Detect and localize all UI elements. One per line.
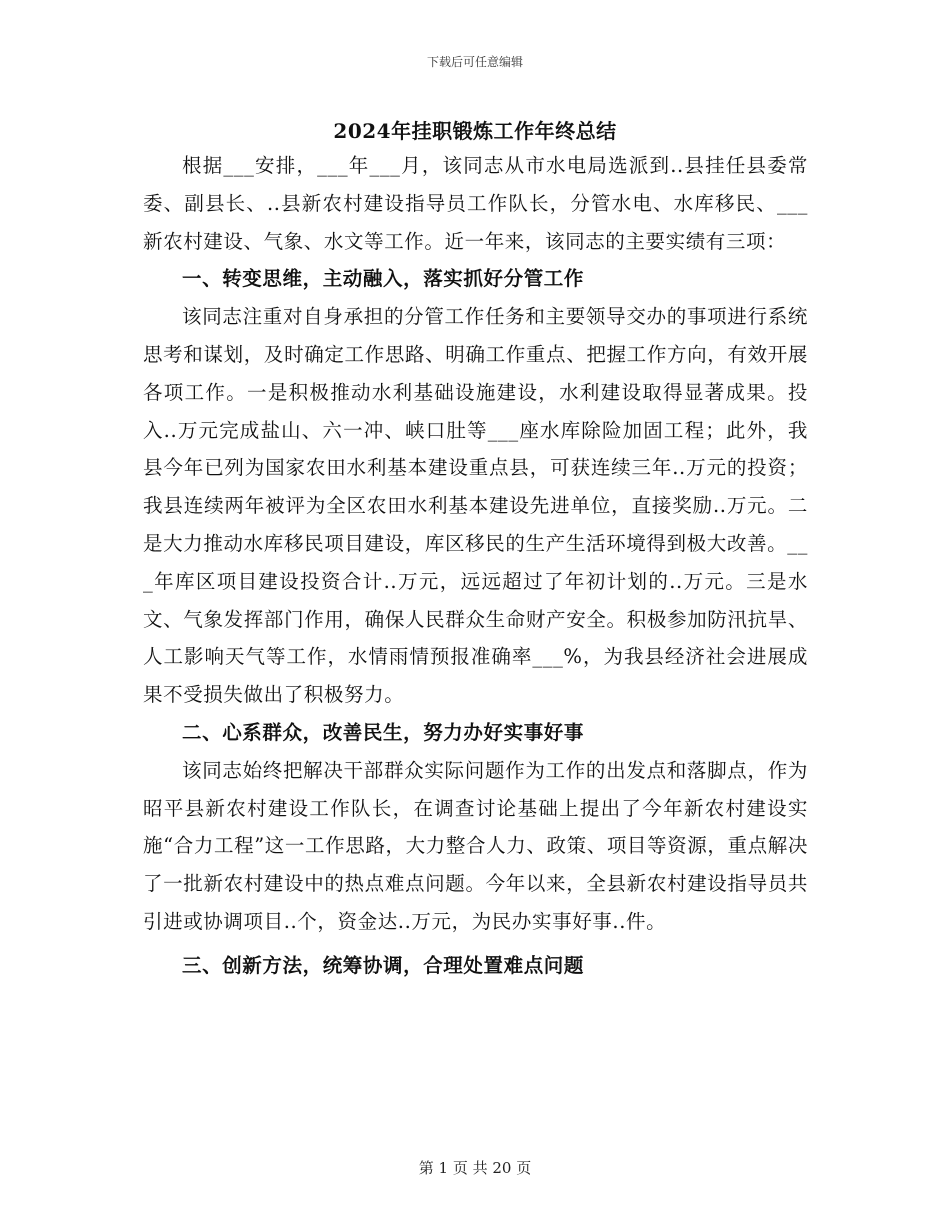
document-title: 2024年挂职锻炼工作年终总结 — [333, 119, 617, 143]
document-body — [143, 147, 808, 985]
section-heading-2: 二、心系群众，改善民生，努力办好实事好事 — [182, 720, 585, 744]
section-heading-3: 三、创新方法，统筹协调，合理处置难点问题 — [182, 953, 585, 977]
page-number: 第 1 页 共 20 页 — [418, 1159, 532, 1177]
section-paragraph-1: 该同志注重对自身承担的分管工作任务和主要领导交办的事项进行系统思考和谋划，及时确定工作思路、明确工作重点、把握工作方向，有效开展各项工作。一是积极推动水利基础设施建设，水利建设取得显著成果。投入..万元完成盐山、六一冲、峡口肚等___座水库除险加固工程；此外，我县今年已列为国家农田水利基本建设重点县，可获连续三年..万元的投资；我县连续两年被评为全区农田水利基本建设先进单位，直接奖励..万元。二是大力推动水库移民项目建设，库区移民的生产生活环境得到极大改善。___年库区项目建设投资合计..万元，远远超过了年初计划的..万元。三是水文、气象发挥部门作用，确保人民群众生命财产安全。积极参加防汛抗旱、人工影响天气等工作，水情雨情预报准确率___%，为我县经济社会进展成果不受损失做出了积极努力。 — [143, 305, 808, 707]
header-note: 下载后可任意编辑 — [426, 55, 523, 69]
section-heading-1: 一、转变思维，主动融入，落实抓好分管工作 — [182, 267, 585, 291]
section-paragraph-2: 该同志始终把解决干部群众实际问题作为工作的出发点和落脚点，作为昭平县新农村建设工作队长，在调查讨论基础上提出了今年新农村建设实施“合力工程”这一工作思路，大力整合人力、政策、项目等资源，重点解决了一批新农村建设中的热点难点问题。今年以来，全县新农村建设指导员共引进或协调项目..个，资金达..万元，为民办实事好事..件。 — [143, 758, 808, 933]
intro-paragraph: 根据___安排，___年___月，该同志从市水电局选派到..县挂任县委常委、副县长、..县新农村建设指导员工作队长，分管水电、水库移民、___新农村建设、气象、水文等工作。近一年来，该同志的主要实绩有三项： — [143, 154, 808, 253]
